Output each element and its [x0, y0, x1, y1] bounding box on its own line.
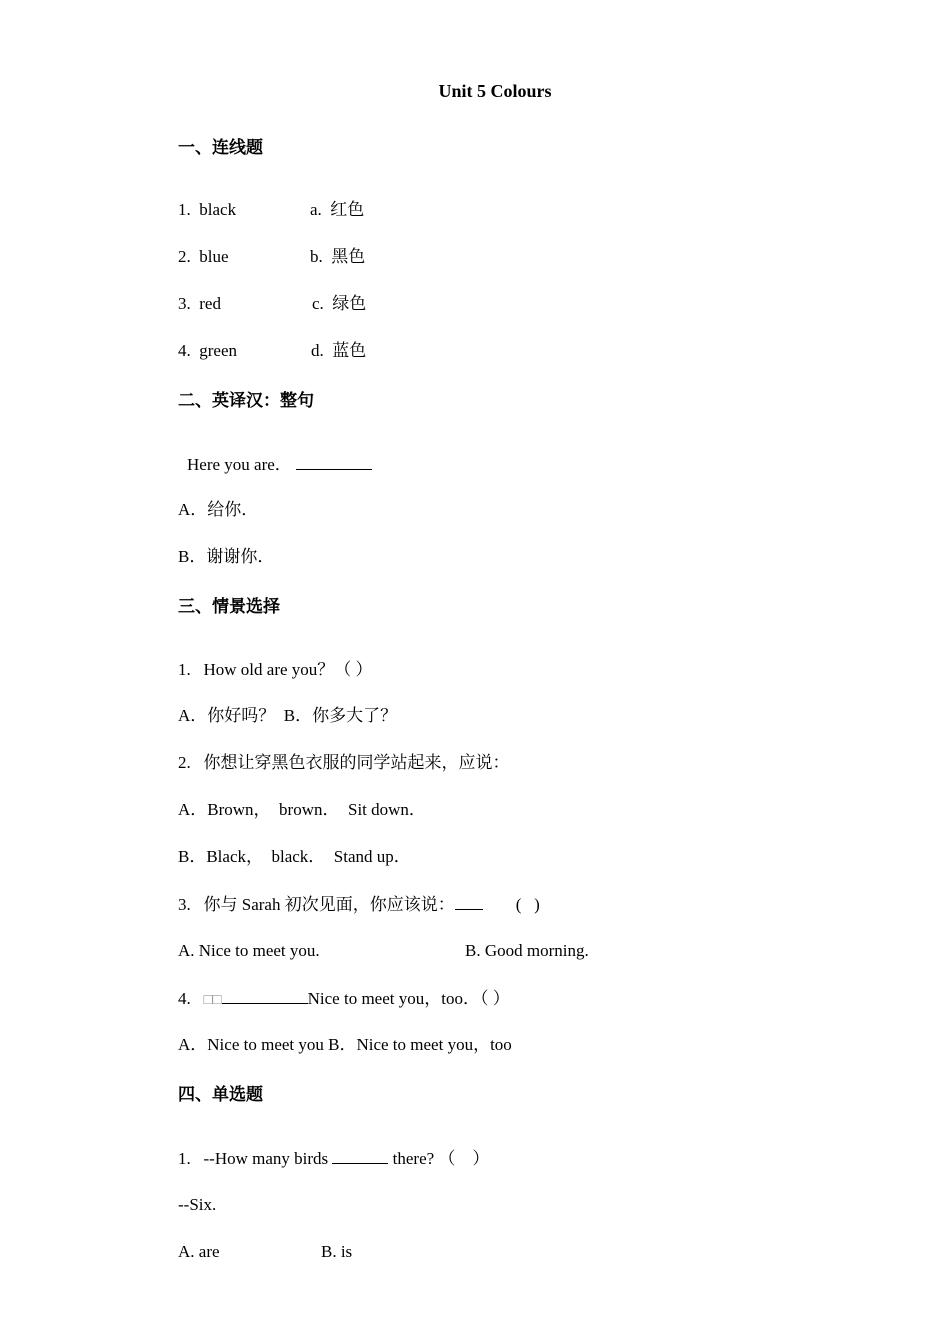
match-left-1: 1. black: [178, 200, 237, 219]
single-choice-question-1-tail: there? （ ）: [388, 1149, 490, 1168]
situation-question-4-number: 4.: [178, 989, 204, 1008]
single-choice-question-1: [178, 1147, 489, 1170]
match-left-2: 2. blue: [178, 247, 229, 266]
single-choice-option-b: B. is: [321, 1242, 353, 1261]
missing-glyph-boxes: □□: [203, 992, 222, 1008]
single-choice-option-a: A. are: [178, 1242, 220, 1261]
section-heading-matching: 一、连线题: [178, 138, 263, 158]
situation-question-3-text: 3. 你与 Sarah 初次见面，你应该说：: [178, 895, 455, 914]
match-right-c: c. 绿色: [312, 294, 367, 313]
answer-blank[interactable]: [296, 453, 372, 470]
situation-option-2b: B．Black， black． Stand up．: [178, 847, 411, 866]
translation-option-a: A．给你．: [178, 500, 259, 519]
situation-question-4: [178, 987, 510, 1011]
situation-question-1: 1. How old are you？（ ）: [178, 660, 373, 679]
translation-option-b: B．谢谢你．: [178, 547, 275, 566]
translation-question-text: Here you are．: [187, 455, 292, 474]
match-left-4: 4. green: [178, 341, 238, 360]
section-heading-situation: 三、情景选择: [178, 597, 280, 617]
answer-bracket: ( ): [515, 895, 540, 914]
answer-blank[interactable]: [222, 987, 308, 1004]
situation-question-2: 2. 你想让穿黑色衣服的同学站起来，应说：: [178, 753, 510, 772]
situation-option-3b: B. Good morning.: [465, 941, 589, 960]
answer-blank[interactable]: [332, 1147, 388, 1164]
single-choice-answer: --Six.: [178, 1195, 217, 1214]
situation-options-4: A．Nice to meet you B．Nice to meet you，too: [178, 1035, 512, 1054]
match-left-3: 3. red: [178, 294, 221, 313]
situation-option-3a: A. Nice to meet you.: [178, 941, 320, 960]
section-heading-translation: 二、英译汉：整句: [178, 391, 314, 411]
situation-option-2a: A．Brown， brown． Sit down．: [178, 800, 426, 819]
situation-question-3: [178, 893, 540, 916]
situation-options-1: A．你好吗？ B．你多大了？: [178, 706, 398, 725]
match-right-b: b. 黑色: [310, 247, 366, 266]
situation-question-4-text: Nice to meet you，too．（ ）: [307, 989, 510, 1008]
page-title: Unit 5 Colours: [438, 81, 552, 101]
match-right-a: a. 红色: [310, 200, 365, 219]
match-right-d: d. 蓝色: [311, 341, 367, 360]
section-heading-single-choice: 四、单选题: [178, 1085, 263, 1105]
translation-question: [187, 453, 372, 476]
answer-blank[interactable]: [455, 893, 483, 910]
single-choice-question-1-text: 1. --How many birds: [178, 1149, 333, 1168]
